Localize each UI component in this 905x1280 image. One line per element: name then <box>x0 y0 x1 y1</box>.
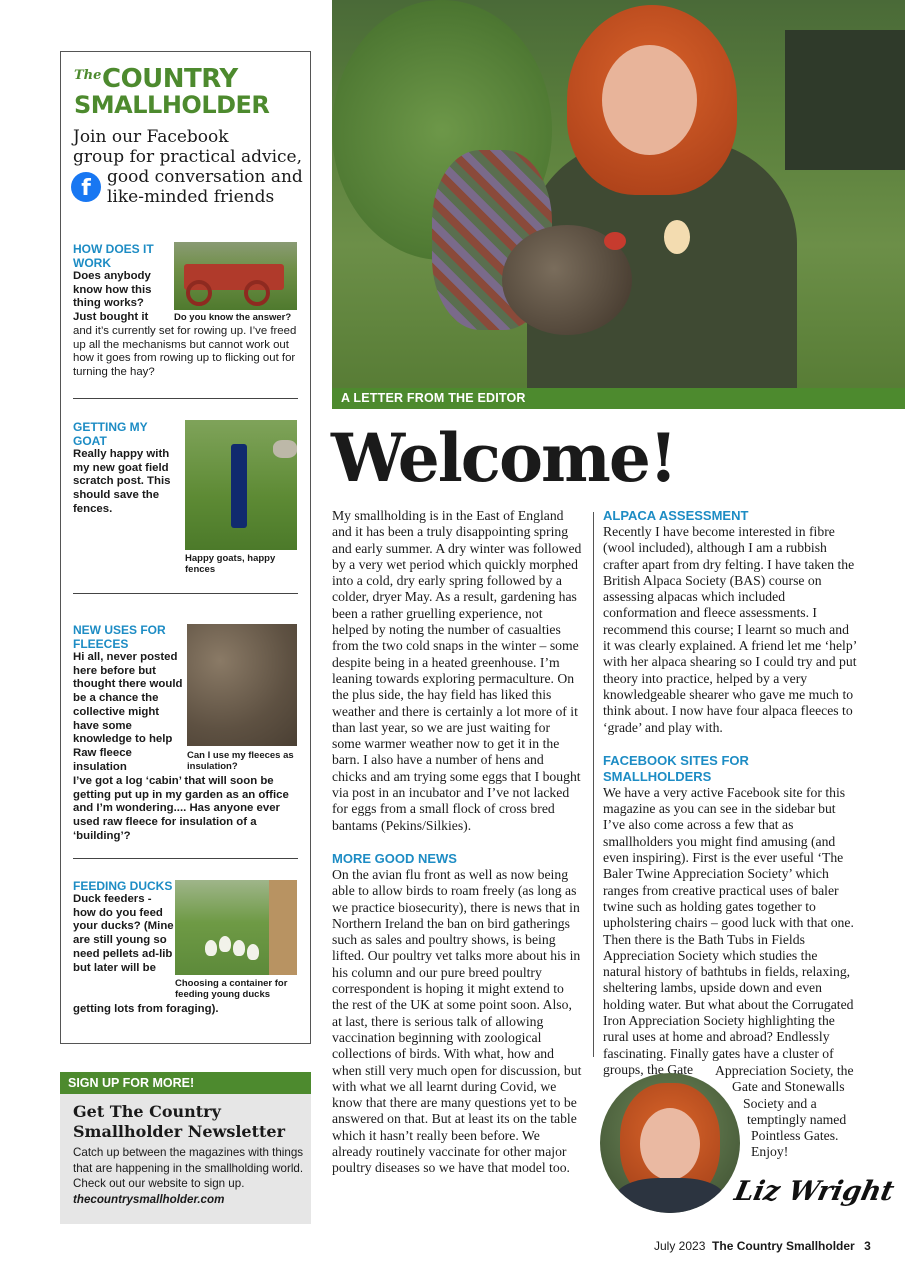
signup-description: Catch up between the magazines with things that are happening in the smallholding world. Check out our website to sign up. <box>73 1146 304 1190</box>
divider <box>73 593 298 594</box>
website-link[interactable]: thecountrysmallholder.com <box>73 1192 225 1206</box>
section-heading: FACEBOOK SITES FOR SMALLHOLDERS <box>603 752 749 784</box>
article-paragraph: My smallholding is in the East of England and it has been a truly disappointing spring and early summer. A dry winter was followed by a very wet period which quickly morphed into a cold, dry early spring followed by a colder, dryer May. As a result, gardening has been a rather gruelling experience, not helped by noting the number of casualties from the two cold snaps in the winter – some despite being in a heated greenhouse. I’m leaning towards exploring permaculture. On the plus side, the hay field has liked this weather and there is certainly a lot more of it than last year, so we are just waiting for some warmer weather now to get it in the barn. I also have a number of hens and chicks and am trying some eggs that I bought via post in an incubator and I’ve not lacked for eggs from a small flock of cross bred bantams (Pekins/Silkies). <box>332 508 582 833</box>
signup-heading: Get The Country Smallholder Newsletter <box>73 1102 285 1141</box>
photo-caption: Happy goats, happy fences <box>185 553 276 575</box>
facebook-icon: f <box>71 172 101 202</box>
signup-text <box>73 1145 305 1207</box>
post-new-uses-for-fleeces <box>73 623 185 774</box>
section-heading: MORE GOOD NEWS <box>332 850 457 866</box>
post-body-line: Just bought it <box>73 311 149 324</box>
post-body: Duck feeders - how do you feed your ducks? (Mine are still young so need pellets ad-lib but later will be <box>73 893 174 974</box>
post-body-rest: I’ve got a log ‘cabin’ that will soon be getting put up in my garden as an office and I’m wondering.... Has anyone ever used raw fleece for insulation of a ‘building’? <box>73 775 289 842</box>
article-paragraph: Recently I have become interested in fibre (wool included), although I am a rubbish crafter apart from dry felting. I have taken the British Alpaca Society (BAS) course on assessing alpacas which included conformation and fleece assessments. I recommend this course; I learnt so much and it was clearly explained. A friend let me ‘help’ with her alpaca shearing so I could try and put theory into practice, helped by a very knowledgeable shearer who gave me much to think about. I now have four alpaca fleeces to ‘grade’ and play with. <box>603 524 857 735</box>
brand-line-1: COUNTRY <box>102 64 238 94</box>
post-body-line: know how this <box>73 283 152 296</box>
fb-intro-line-4: like-minded friends <box>107 187 275 207</box>
post-feeding-ducks <box>73 879 175 975</box>
post-title: NEW USES FOR FLEECES <box>73 623 166 651</box>
tail-line: Enjoy! <box>751 1144 789 1160</box>
brand-the: The <box>74 68 102 83</box>
facebook-intro <box>73 127 308 207</box>
post-body: Really happy with my new goat field scratch post. This should save the fences. <box>73 448 171 515</box>
hero-caption-bar: A LETTER FROM THE EDITOR <box>332 388 905 409</box>
tail-line: Gate and Stonewalls <box>732 1079 845 1095</box>
brand-line-2: SMALLHOLDER <box>74 91 270 119</box>
tail-line: Appreciation Society, the <box>715 1063 854 1078</box>
photo-caption: Choosing a container for feeding young ducks <box>175 978 288 1000</box>
photo-caption: Do you know the answer? <box>174 312 292 323</box>
divider <box>73 858 298 859</box>
photo-caption: Can I use my fleeces as insulation? <box>187 750 294 772</box>
divider <box>73 398 298 399</box>
post-body: Hi all, never posted here before but thought there would be a chance the collective might have some knowledge to help Raw fleece insulation <box>73 651 183 773</box>
goat-post-photo <box>185 420 297 550</box>
hay-turner-photo <box>174 242 297 310</box>
column-divider <box>593 512 594 1057</box>
publication-name: The Country Smallholder <box>712 1239 855 1253</box>
tail-line: Society and a <box>743 1095 817 1111</box>
editor-signature: Liz Wright <box>731 1176 897 1207</box>
fleece-photo <box>187 624 297 746</box>
newsletter-signup-box <box>60 1094 311 1224</box>
post-title: HOW DOES IT WORK <box>73 242 154 270</box>
post-title: GETTING MY GOAT <box>73 420 148 448</box>
tail-line: Pointless Gates. <box>751 1128 839 1144</box>
post-body-line: thing works? <box>73 297 144 310</box>
post-getting-my-goat <box>73 420 183 517</box>
signup-bar: SIGN UP FOR MORE! <box>60 1072 311 1094</box>
editor-hero-photo <box>332 0 905 409</box>
post-body-line: Does anybody <box>73 270 151 282</box>
article-column-1 <box>332 508 582 1177</box>
section-heading: ALPACA ASSESSMENT <box>603 508 749 523</box>
article-paragraph: On the avian flu front as well as now being able to allow birds to roam freely (as long as we practice biosecurity), there is news that in Northern Ireland the ban on bird gatherings such as sales and poultry shows, is being lifted. Our poultry vet talks more about his in his column and our pure breed poultry correspondent is hoping it might extend to the rest of the UK at some point soon. Also, at last, there is serious talk of allowing vaccination beginning with zoological collections of birds. With what, how and when still very much open for discussion, but with what we all learnt during Covid, we know that there are many questions yet to be answered on that. But at least its on the table which it hasn’t really been before. We already routinely vaccinate for other major poultry diseases so we have that model too. <box>332 866 582 1176</box>
article-tail <box>600 1063 870 1161</box>
facebook-sidebar <box>60 51 311 1044</box>
fb-intro-line-1: Join our Facebook <box>73 127 229 147</box>
post-body-rest: getting lots from foraging). <box>73 1003 219 1015</box>
ducks-photo <box>175 880 297 975</box>
article-paragraph: We have a very active Facebook site for this magazine as you can see in the sidebar but I’ve also come across a few that as smallholders you might find amusing (and even inspiring). First is the ever useful ‘The Baler Twine Appreciation Society’ which ranges from creative practical uses of baler twine such as holding gates together to upholstering chairs – good luck with that one. Then there is the Bath Tubs in Fields Appreciation Society which studies the natural history of bathtubs in fields, relaxing, sheltering lambs, upside down and even holding water. But what about the Corrugated Iron Appreciation Society highlighting the rural uses at home and abroad? Endlessly fascinating. Finally gates have a cluster of groups, the Gate <box>603 784 854 1077</box>
post-title: FEEDING DUCKS <box>73 879 173 893</box>
fb-intro-line-3: good conversation and <box>107 167 303 187</box>
issue-date: July 2023 <box>654 1239 706 1253</box>
tail-line: temptingly named <box>747 1111 847 1127</box>
fb-intro-line-2: group for practical advice, <box>73 147 303 167</box>
page-number: 3 <box>864 1239 871 1253</box>
article-column-2 <box>603 508 858 1078</box>
page-footer <box>654 1239 871 1253</box>
post-body-rest: and it’s currently set for rowing up. I’ve freed up all the mechanisms but cannot work out how it goes from rowing up to flicking out for turning the hay? <box>73 324 297 378</box>
page-title: Welcome! <box>331 419 676 497</box>
